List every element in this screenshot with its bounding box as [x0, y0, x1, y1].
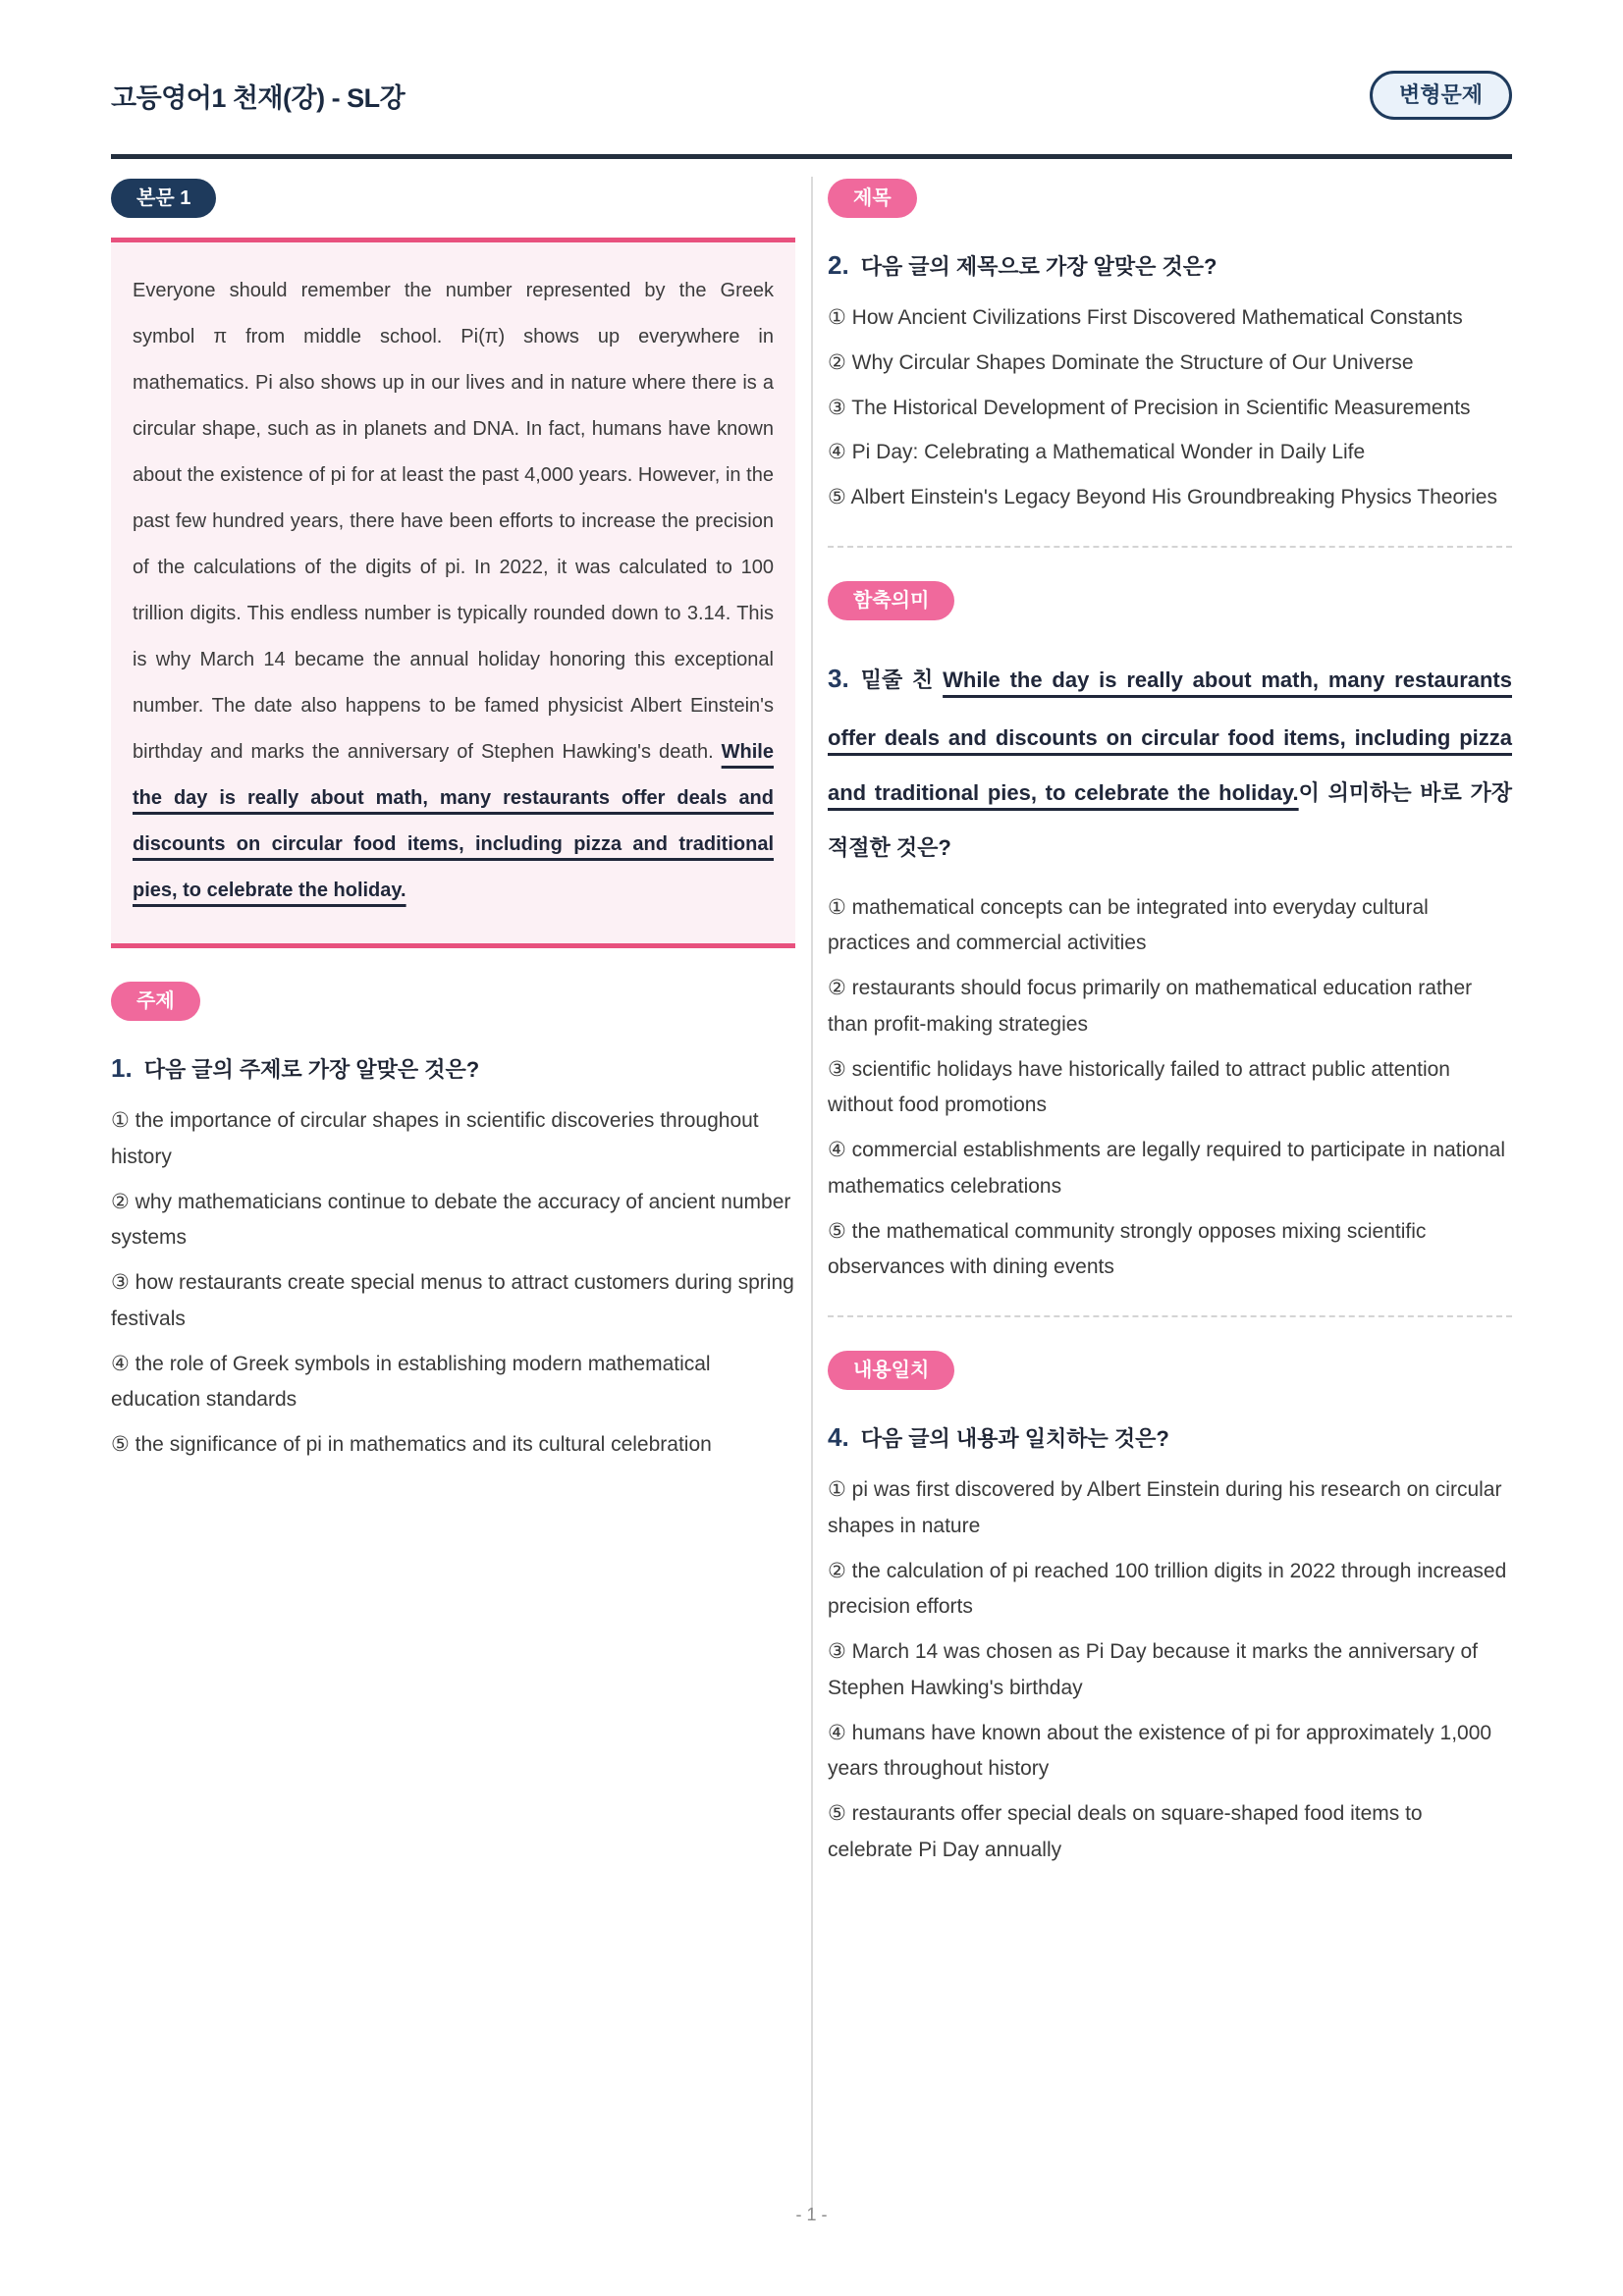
q4-option-4: ④ humans have known about the existence of pi for approximately 1,000 years throughout history — [828, 1721, 1492, 1781]
q3-option-2: ② restaurants should focus primarily on mathematical education rather than profit-making strategies — [828, 977, 1473, 1036]
q3-number: 3. — [828, 663, 849, 693]
q2-option-3: ③ The Historical Development of Precision in Scientific Measurements — [828, 396, 1471, 419]
q2-option-5: ⑤ Albert Einstein's Legacy Beyond His Groundbreaking Physics Theories — [828, 486, 1497, 509]
q4-option-3: ③ March 14 was chosen as Pi Day because it marks the anniversary of Stephen Hawking's birthday — [828, 1640, 1478, 1699]
q2-badge-row — [828, 179, 1512, 218]
q1-options — [111, 1103, 795, 1464]
page-number: - 1 - — [795, 2205, 828, 2224]
q1-option-2: ② why mathematicians continue to debate the accuracy of ancient number systems — [111, 1190, 791, 1250]
q3-option-3: ③ scientific holidays have historically failed to attract public attention without food promotions — [828, 1057, 1450, 1117]
q1-option-1: ① the importance of circular shapes in scientific discoveries throughout history — [111, 1109, 759, 1168]
q4-category-badge: 내용일치 — [828, 1351, 954, 1390]
q1-category-badge: 주제 — [111, 982, 200, 1021]
left-column — [111, 177, 795, 2214]
q4-heading — [828, 1415, 1512, 1459]
q3-option-5: ⑤ the mathematical community strongly opposes mixing scientific observances with dining events — [828, 1219, 1427, 1279]
q2-option-2: ② Why Circular Shapes Dominate the Structure of Our Universe — [828, 350, 1414, 374]
q1-option-5: ⑤ the significance of pi in mathematics and its cultural celebration — [111, 1433, 712, 1457]
q3-option-1: ① mathematical concepts can be integrated into everyday cultural practices and commercial activities — [828, 895, 1429, 955]
q1-number: 1. — [111, 1053, 133, 1083]
passage-badge: 본문 1 — [111, 179, 216, 218]
q1-option-3: ③ how restaurants create special menus to attract customers during spring festivals — [111, 1271, 794, 1330]
section-divider-2 — [828, 1315, 1512, 1317]
q4-option-1: ① pi was first discovered by Albert Einstein during his research on circular shapes in nature — [828, 1478, 1502, 1537]
q4-option-5: ⑤ restaurants offer special deals on square-shaped food items to celebrate Pi Day annually — [828, 1802, 1423, 1861]
q3-option-4: ④ commercial establishments are legally required to participate in national mathematics celebrations — [828, 1139, 1505, 1198]
q4-prompt: 다음 글의 내용과 일치하는 것은? — [860, 1426, 1169, 1452]
q1-heading — [111, 1046, 795, 1090]
q2-options — [828, 300, 1512, 516]
section-divider-1 — [828, 546, 1512, 548]
passage-underlined-sentence: While the day is really about math, many restaurants offer deals and discounts on circular food items, including pizza and traditional pies, to celebrate the holiday. — [133, 741, 774, 901]
q3-prompt-prefix: 밑줄 친 — [860, 667, 944, 692]
q1-option-4: ④ the role of Greek symbols in establishing modern mathematical education standards — [111, 1352, 711, 1412]
page-header — [111, 61, 1512, 130]
q2-number: 2. — [828, 250, 849, 280]
q3-badge-row — [828, 581, 1512, 620]
page-title: 고등영어1 천재(강) - SL강 — [111, 82, 406, 113]
q4-options — [828, 1472, 1512, 1869]
q1-badge-row — [111, 982, 795, 1021]
q2-prompt: 다음 글의 제목으로 가장 알맞은 것은? — [860, 254, 1217, 279]
q4-number: 4. — [828, 1422, 849, 1453]
q4-badge-row — [828, 1351, 1512, 1390]
header-rule — [111, 154, 1512, 159]
column-divider — [811, 177, 813, 2214]
q2-option-4: ④ Pi Day: Celebrating a Mathematical Wonder in Daily Life — [828, 441, 1366, 464]
q1-prompt: 다음 글의 주제로 가장 알맞은 것은? — [143, 1057, 480, 1082]
q4-option-2: ② the calculation of pi reached 100 trillion digits in 2022 through increased precision efforts — [828, 1559, 1507, 1619]
q3-category-badge: 함축의미 — [828, 581, 954, 620]
right-column — [828, 177, 1512, 2214]
q3-options — [828, 890, 1512, 1287]
q2-category-badge: 제목 — [828, 179, 917, 218]
two-column-layout — [111, 177, 1512, 2214]
passage-box — [111, 238, 795, 948]
q2-heading — [828, 243, 1512, 287]
q2-option-1: ① How Ancient Civilizations First Discovered Mathematical Constants — [828, 306, 1463, 330]
modified-question-badge: 변형문제 — [1370, 71, 1512, 120]
passage-text: Everyone should remember the number represented by the Greek symbol π from middle school. Pi(π) shows up everywhere in mathematics. Pi also shows up in our lives and in nature where there is a circular shape, such as in planets and DNA. In fact, humans have known about the existence of pi for at least the past 4,000 years. However, in the past few hundred years, there have been efforts to increase the precision of the calculations of the digits of pi. In 2022, it was calculated to 100 trillion digits. This endless number is typically rounded down to 3.14. This is why March 14 became the annual holiday honoring this exceptional number. The date also happens to be famed physicist Albert Einstein's birthday and marks the anniversary of Stephen Hawking's death. — [133, 280, 774, 763]
q3-heading — [828, 646, 1512, 877]
passage-badge-row — [111, 179, 795, 218]
q3-prompt-suffix: 이 의미하는 바로 가장 적절한 것은? — [828, 780, 1512, 861]
q3-underlined-quote: While the day is really about math, many restaurants offer deals and discounts on circular food items, including pizza and traditional pies, to celebrate the holiday. — [828, 667, 1512, 806]
